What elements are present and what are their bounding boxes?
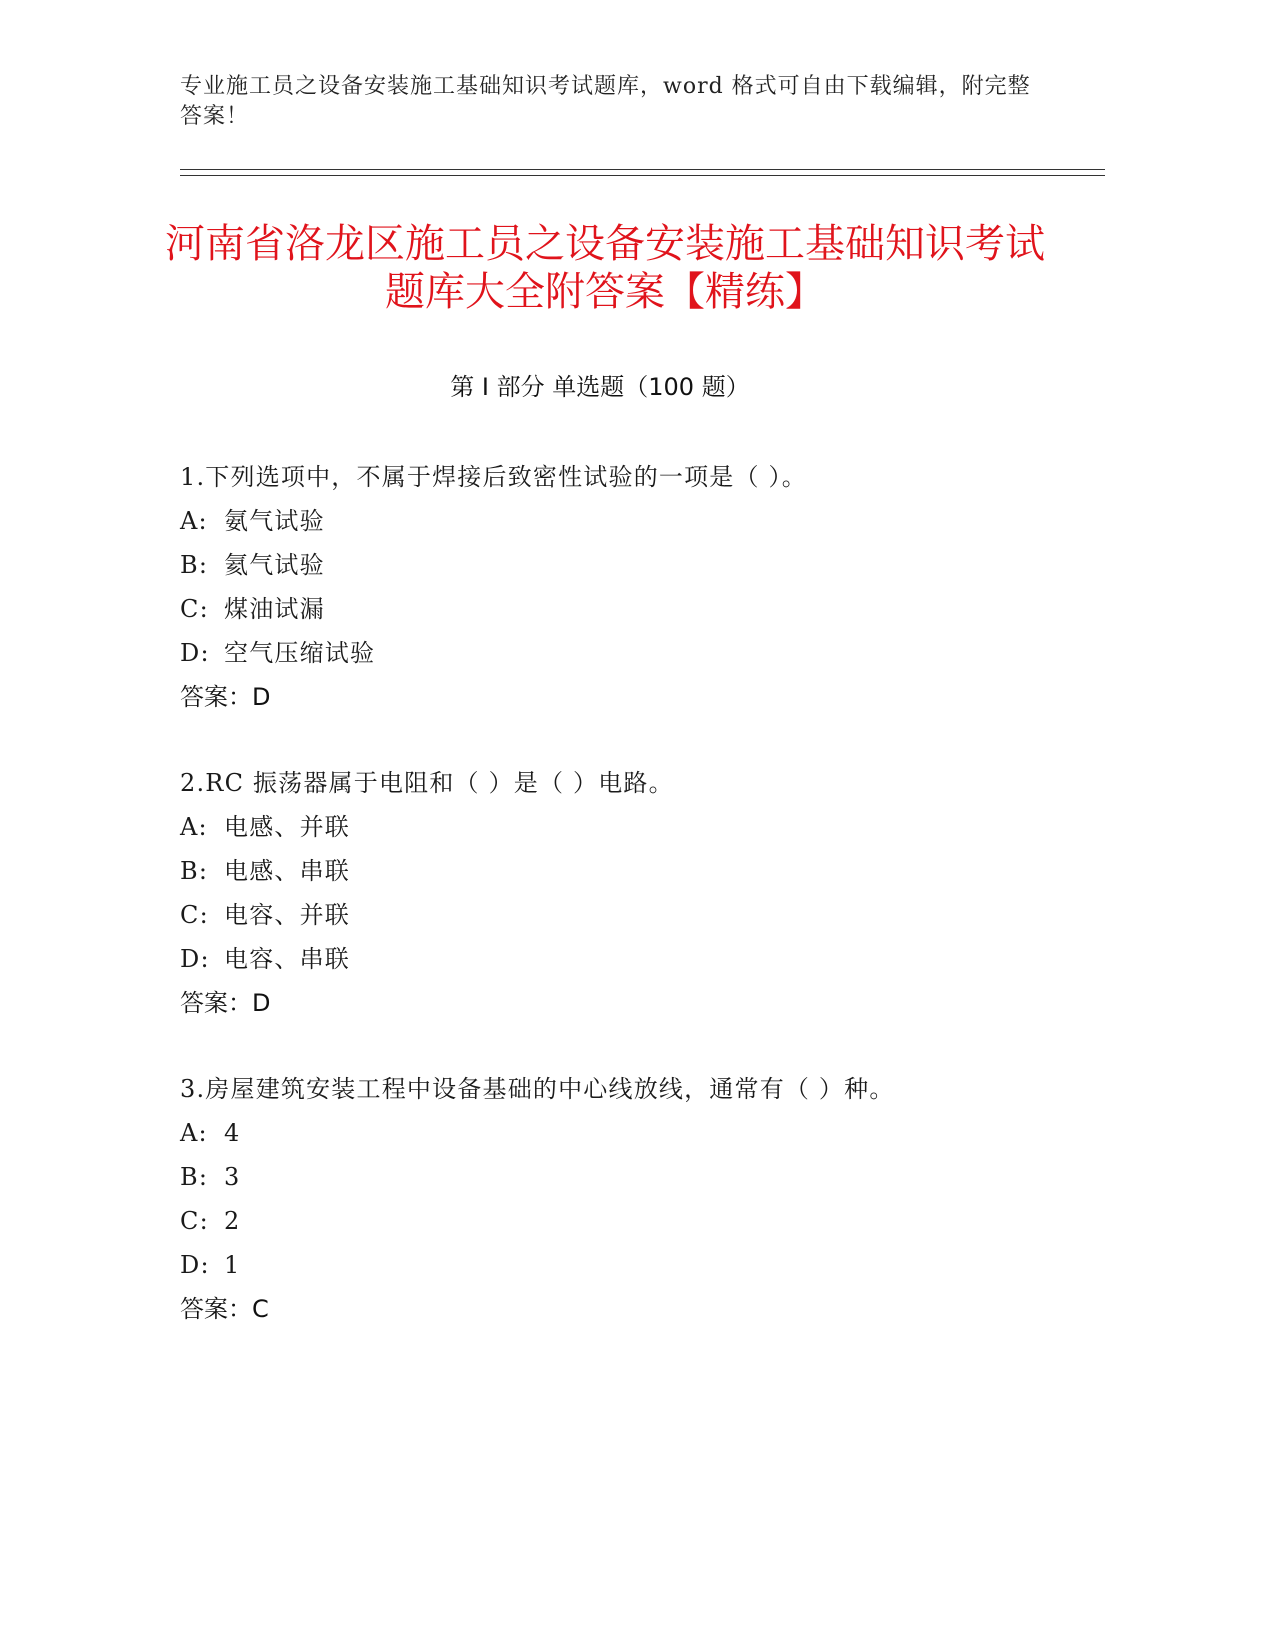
option-c: [180, 587, 1080, 631]
answer-text: 答案：D: [180, 989, 271, 1017]
option-key: C:: [180, 595, 209, 623]
option-key: B:: [180, 857, 209, 885]
question-text: 3.房屋建筑安装工程中设备基础的中心线放线，通常有（ ）种。: [180, 1075, 895, 1103]
question-item: [180, 1067, 1080, 1331]
question-item: [180, 761, 1080, 1025]
option-a: [180, 805, 1080, 849]
question-text: 1.下列选项中，不属于焊接后致密性试验的一项是（ ）。: [180, 463, 807, 491]
section-heading: 第 I 部分 单选题（100 题）: [450, 373, 750, 401]
option-c: [180, 893, 1080, 937]
question-text: 2.RC 振荡器属于电阻和（ ）是（ ）电路。: [180, 769, 674, 797]
option-text: 氨气试验: [224, 507, 325, 535]
question-list: [180, 455, 1080, 1373]
option-b: [180, 543, 1080, 587]
option-d: [180, 631, 1080, 675]
option-b: [180, 1155, 1080, 1199]
option-text: 2: [224, 1207, 241, 1235]
option-text: 电感、串联: [224, 857, 350, 885]
option-text: 煤油试漏: [224, 595, 325, 623]
option-key: A:: [180, 1119, 208, 1147]
option-key: D:: [180, 639, 210, 667]
option-text: 氦气试验: [224, 551, 325, 579]
option-text: 4: [224, 1119, 241, 1147]
option-key: D:: [180, 1251, 210, 1279]
option-text: 电容、并联: [224, 901, 350, 929]
answer-text: 答案：D: [180, 683, 271, 711]
option-a: [180, 499, 1080, 543]
option-key: A:: [180, 507, 208, 535]
option-key: B:: [180, 1163, 209, 1191]
option-d: [180, 1243, 1080, 1287]
option-a: [180, 1111, 1080, 1155]
option-text: 3: [224, 1163, 241, 1191]
option-key: A:: [180, 813, 208, 841]
header-divider-bottom: [180, 175, 1105, 176]
option-text: 电容、串联: [224, 945, 350, 973]
question-item: [180, 455, 1080, 719]
option-c: [180, 1199, 1080, 1243]
option-text: 电感、并联: [224, 813, 350, 841]
option-d: [180, 937, 1080, 981]
option-b: [180, 849, 1080, 893]
document-title: 河南省洛龙区施工员之设备安装施工基础知识考试题库大全附答案【精练】: [165, 221, 1045, 315]
option-key: C:: [180, 1207, 209, 1235]
option-text: 1: [224, 1251, 241, 1279]
answer-text: 答案：C: [180, 1295, 269, 1323]
option-key: C:: [180, 901, 209, 929]
header-note: 专业施工员之设备安装施工基础知识考试题库，word 格式可自由下载编辑，附完整答案！: [180, 74, 1031, 129]
option-key: B:: [180, 551, 209, 579]
header-divider-top: [180, 169, 1105, 170]
option-key: D:: [180, 945, 210, 973]
option-text: 空气压缩试验: [224, 639, 376, 667]
